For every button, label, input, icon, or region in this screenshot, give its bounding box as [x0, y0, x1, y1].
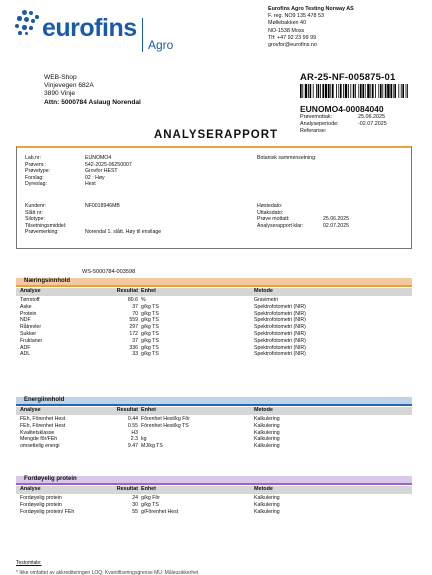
company-line: grovfor@eurofins.no: [268, 42, 317, 49]
table-cell: MJ/kg TS: [141, 443, 163, 450]
table-cell: Fruktaner: [20, 337, 43, 344]
table-cell: g/kg TS: [141, 303, 159, 310]
info-key: Botanisk sammensetning:: [257, 155, 317, 161]
barcode-bar: [300, 84, 302, 98]
barcode-bar: [336, 84, 337, 98]
barcode-bar: [380, 84, 382, 98]
table-cell: 37: [132, 303, 138, 310]
column-header-c2: Resultat: [116, 486, 138, 492]
table-cell: Spektrofotometri (NIR): [254, 303, 306, 310]
column-header-c1: Analyse: [20, 486, 41, 492]
column-header-c4: Metode: [254, 288, 273, 294]
barcode-bar: [370, 84, 371, 98]
info-row: [25, 162, 132, 169]
barcode-bar: [328, 84, 330, 98]
barcode-bar: [343, 84, 344, 98]
table-row: [16, 509, 412, 516]
table-cell: Spektrofotometri (NIR): [254, 324, 306, 331]
table-cell: Mengde fôr/FEh: [20, 436, 58, 443]
reference-meta-key: Prøvemottak:: [300, 114, 333, 120]
logo-dot: [18, 31, 22, 35]
info-key: Forslag:: [25, 174, 44, 181]
logo-dot: [25, 32, 28, 35]
barcode-bar: [318, 84, 320, 98]
table-cell: Kvalitetsklasse: [20, 429, 55, 436]
recipient-lines: [44, 74, 141, 99]
barcode-bar: [385, 84, 387, 98]
table-cell: g/kg TS: [141, 331, 159, 337]
column-header-c4: Metode: [254, 407, 273, 413]
column-header-c1: Analyse: [20, 407, 41, 413]
info-row: [25, 181, 132, 188]
logo-dot: [22, 25, 27, 30]
barcode-bar: [330, 84, 331, 98]
sample-info-left-bottom: [25, 203, 161, 236]
barcode-bar: [360, 84, 362, 98]
logo-wordmark: eurofins: [42, 14, 137, 42]
table-cell: Kalkulering: [254, 436, 280, 443]
company-line: F. reg. NO9 135 478 53: [268, 13, 325, 20]
company-lines: [268, 13, 398, 49]
column-header-c3: Enhet: [141, 288, 156, 294]
footer-note: * Ikke omfattet av akkrediteringen LOQ: Kvantifiseringsgrense MU: Måleusikkerhet: [16, 570, 199, 575]
reference-meta-value: 25.06.2025: [358, 114, 385, 120]
info-key: Kundenr:: [25, 203, 47, 209]
table-cell: 55: [132, 508, 138, 515]
table-cell: 9.47: [127, 443, 138, 450]
info-value: NF0018946MB: [85, 203, 120, 209]
table-cell: g/kg TS: [141, 317, 159, 324]
table-row: [16, 502, 412, 509]
info-row: [25, 175, 132, 182]
table-cell: Fordøyelig protein: [20, 495, 62, 501]
reference-meta-key: Analyseperiode:: [300, 120, 339, 127]
recipient-line: WEB-Shop: [44, 74, 77, 81]
table-cell: 297: [129, 324, 138, 331]
section-header: Fordøyelig protein: [16, 476, 412, 483]
table-cell: Sukker: [20, 331, 37, 337]
info-value: EUNOMO4: [85, 155, 112, 161]
logo-dot: [29, 11, 33, 15]
company-line: Tlf: +47 92 23 99 99: [268, 34, 317, 41]
barcode-bar: [362, 84, 364, 98]
table-cell: Kalkulering: [254, 443, 280, 450]
barcode-bar: [350, 84, 351, 98]
table-row: [16, 345, 412, 352]
logo-dots-icon: [14, 10, 44, 40]
table-cell: omsettelig energi: [20, 443, 60, 450]
table-cell: Kalkulering: [254, 429, 280, 436]
barcode-bar: [393, 84, 394, 98]
logo-dot: [22, 10, 27, 15]
logo-dot: [24, 17, 29, 22]
table-cell: Fordøyelig protein: [20, 501, 62, 508]
barcode: [300, 84, 408, 98]
section-rule: [16, 404, 412, 406]
barcode-bar: [402, 84, 404, 98]
table-row: [16, 317, 412, 324]
table-cell: Råtrevler: [20, 324, 42, 331]
info-key: Prøvenr.:: [25, 161, 47, 168]
table-cell: Spektrofotometri (NIR): [254, 310, 306, 317]
info-key: Uttaksdato:: [257, 209, 284, 216]
column-header-c2: Resultat: [116, 407, 138, 413]
barcode-bar: [345, 84, 347, 98]
table-cell: kg: [141, 436, 147, 443]
barcode-bar: [394, 84, 396, 98]
company-line: Møllebakken 40: [268, 20, 307, 27]
barcode-bar: [387, 84, 389, 98]
info-key: Analyserapport klar:: [257, 222, 304, 229]
info-value: Grovfor HEST: [85, 168, 118, 175]
company-line: NO-1538 Moss: [268, 27, 305, 34]
company-name: Eurofins Agro Testing Norway AS: [268, 6, 354, 12]
table-row: [16, 331, 412, 338]
info-row: [257, 223, 349, 230]
info-key: Høstedato:: [257, 203, 283, 209]
logo-subbrand: Agro: [148, 38, 174, 52]
barcode-bar: [372, 84, 374, 98]
table-cell: 80.6: [127, 297, 138, 303]
barcode-bar: [310, 84, 312, 98]
logo-dot: [35, 15, 39, 19]
barcode-bar: [406, 84, 407, 98]
section-header: Næringsinnhold: [16, 278, 412, 285]
barcode-bar: [353, 84, 355, 98]
recipient-attn: Attn: 5000784 Aslaug Norendal: [44, 98, 141, 106]
table-cell: ADL: [20, 351, 31, 358]
sample-info-right-bottom: [257, 203, 349, 229]
barcode-bar: [308, 84, 309, 98]
barcode-bar: [322, 84, 324, 98]
info-row: [257, 216, 349, 223]
table-cell: Kalkulering: [254, 422, 280, 429]
info-row: [25, 203, 161, 210]
table-row: [16, 311, 412, 318]
info-key: Slått nr:: [25, 209, 43, 216]
table-cell: g/kg TS: [141, 310, 159, 317]
table-cell: Spektrofotometri (NIR): [254, 317, 306, 324]
company-address-block: [268, 6, 398, 49]
logo-dot: [29, 26, 33, 30]
barcode-bar: [358, 84, 359, 98]
section-header: Energiinnhold: [16, 397, 412, 404]
table-cell: Fôrenhet Hest/kg TS: [141, 422, 189, 429]
reference-meta-value: -02.07.2025: [358, 120, 387, 127]
barcode-bar: [348, 84, 349, 98]
logo-dot: [31, 19, 35, 23]
logo-dot: [17, 16, 22, 21]
sample-info-left-top: [25, 155, 132, 188]
info-value: 02.07.2025: [323, 222, 349, 229]
info-key: Tilsetningsmiddel:: [25, 222, 67, 229]
info-row: [25, 155, 132, 162]
column-header-c1: Analyse: [20, 288, 41, 294]
table-row: [16, 324, 412, 331]
info-value: 542-2025-06250007: [85, 161, 132, 168]
barcode-bar: [401, 84, 402, 98]
barcode-bar: [320, 84, 321, 98]
barcode-bar: [398, 84, 399, 98]
info-key: Silotype:: [25, 216, 45, 223]
table-cell: Protein: [20, 310, 37, 317]
sample-id: WS-5000784-003598: [82, 269, 136, 275]
barcode-bar: [390, 84, 392, 98]
table-cell: Spektrofotometri (NIR): [254, 337, 306, 344]
eurofins-logo: [14, 8, 184, 58]
info-row: [25, 229, 161, 236]
info-value: Norendal 1. slått. Høy til ensilage: [85, 229, 162, 236]
info-row: [25, 210, 161, 217]
table-cell: g/kg TS: [141, 344, 159, 351]
table-cell: g/kg TS: [141, 337, 159, 344]
table-cell: ADF: [20, 344, 31, 351]
sample-code: EUNOMO4-00084040: [300, 104, 384, 114]
table-row: [16, 297, 412, 304]
column-header-c3: Enhet: [141, 407, 156, 413]
column-header-row: [16, 288, 412, 296]
table-cell: Fôrenhet Hest/kg Fôr: [141, 416, 191, 422]
logo-separator: [142, 18, 143, 52]
table-cell: 336: [129, 344, 138, 351]
barcode-bar: [367, 84, 369, 98]
table-cell: 24: [132, 495, 138, 501]
table-cell: 172: [129, 331, 138, 337]
report-number: AR-25-NF-005875-01: [300, 72, 396, 83]
reference-meta-row: [300, 114, 410, 121]
barcode-bar: [382, 84, 383, 98]
table-cell: Gravimetri: [254, 297, 278, 303]
table-row: [16, 416, 412, 423]
table-cell: 2.3: [130, 436, 138, 443]
recipient-address: [44, 74, 141, 107]
table-row: [16, 423, 412, 430]
table-cell: g/kg TS: [141, 351, 159, 358]
table-cell: Aske: [20, 303, 32, 310]
table-cell: 30: [132, 501, 138, 508]
info-value: 25.06.2025: [323, 216, 349, 223]
info-key: Prøvetype:: [25, 168, 51, 175]
column-header-row: [16, 486, 412, 494]
table-cell: Kalkulering: [254, 501, 280, 508]
barcode-bar: [332, 84, 334, 98]
info-key: Prøve mottatt:: [257, 216, 290, 223]
barcode-bar: [365, 84, 366, 98]
reference-block: [300, 72, 410, 134]
table-row: [16, 338, 412, 345]
column-header-row: [16, 407, 412, 415]
table-cell: g/kg TS: [141, 501, 159, 508]
table-row: [16, 495, 412, 502]
table-row: [16, 430, 412, 437]
info-value: 02 : Høy: [85, 174, 105, 181]
report-title: ANALYSERAPPORT: [153, 129, 279, 141]
column-header-c2: Resultat: [116, 288, 138, 294]
info-row: [25, 216, 161, 223]
info-key: Lab.nr:: [25, 155, 42, 161]
column-header-c4: Metode: [254, 486, 273, 492]
section-rule: [16, 483, 412, 485]
table-cell: Spektrofotometri (NIR): [254, 351, 306, 358]
table-cell: 33: [132, 351, 138, 358]
table-row: [16, 304, 412, 311]
table-cell: Kalkulering: [254, 495, 280, 501]
reference-meta-key: Referanse:: [300, 127, 327, 134]
table-cell: 37: [132, 337, 138, 344]
info-row: [257, 210, 349, 217]
barcode-bar: [375, 84, 376, 98]
barcode-bar: [378, 84, 379, 98]
info-row: [257, 155, 327, 162]
table-cell: %: [141, 297, 146, 303]
table-cell: 70: [132, 310, 138, 317]
barcode-bar: [302, 84, 303, 98]
barcode-bar: [338, 84, 339, 98]
table-cell: 559: [129, 317, 138, 324]
barcode-bar: [305, 84, 307, 98]
table-cell: NDF: [20, 317, 31, 324]
info-key: Dyreslag:: [25, 181, 47, 188]
sample-info-right-top: [257, 155, 327, 162]
table-cell: Spektrofotometri (NIR): [254, 331, 306, 337]
recipient-line: 3890 Vinje: [44, 90, 76, 98]
barcode-bar: [407, 84, 408, 98]
table-cell: 0.55: [127, 422, 138, 429]
table-cell: FEh, Fôrenhet Hest: [20, 416, 66, 422]
info-row: [25, 168, 132, 175]
table-cell: g/Fôrenhet Hest: [141, 508, 179, 515]
barcode-bar: [340, 84, 342, 98]
info-value: Hest: [85, 181, 96, 188]
recipient-line: Vinjevegen 682A: [44, 82, 94, 90]
table-row: [16, 436, 412, 443]
column-header-c3: Enhet: [141, 486, 156, 492]
barcode-bar: [325, 84, 327, 98]
info-row: [257, 203, 349, 210]
barcode-bar: [355, 84, 356, 98]
table-cell: Spektrofotometri (NIR): [254, 344, 306, 351]
sample-info-box: [16, 146, 412, 249]
barcode-bar: [313, 84, 314, 98]
table-cell: g/kg TS: [141, 324, 159, 331]
table-cell: Tørrstoff: [20, 297, 40, 303]
info-key: Prøvemerking:: [25, 229, 59, 236]
table-cell: Kalkulering: [254, 416, 280, 422]
footer-label: Testomtale:: [16, 560, 42, 566]
section-rule: [16, 285, 412, 287]
table-cell: FEh, Fôrenhet Hest: [20, 422, 66, 429]
logo-dot: [15, 24, 19, 28]
table-cell: Kalkulering: [254, 508, 280, 515]
table-row: [16, 443, 412, 450]
table-cell: H3: [131, 429, 138, 436]
table-cell: 0.44: [127, 416, 138, 422]
table-cell: g/kg Fôr: [141, 495, 161, 501]
table-row: [16, 351, 412, 358]
barcode-bar: [316, 84, 317, 98]
reference-meta-row: [300, 121, 410, 128]
table-cell: Fordøyelig protein/ FEh: [20, 508, 75, 515]
